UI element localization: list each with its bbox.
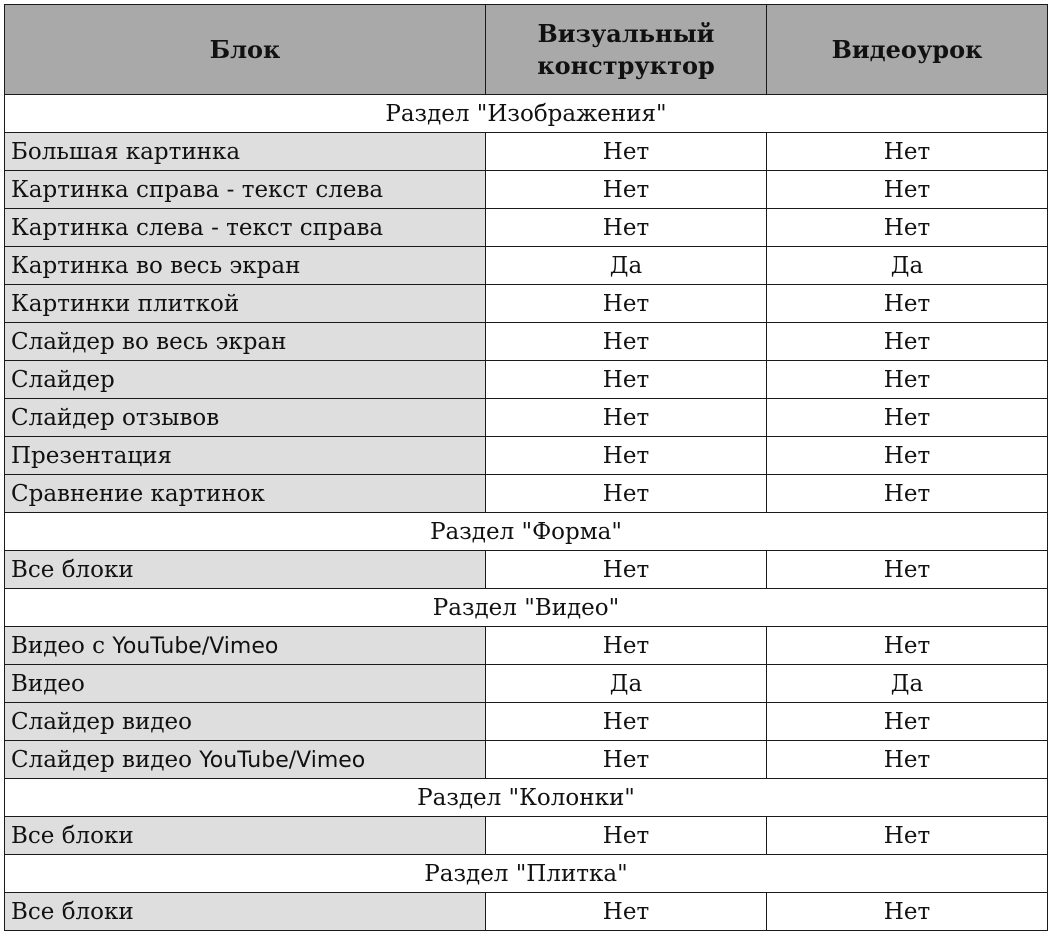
video-lesson-value: Да — [767, 247, 1048, 285]
section-header-row — [5, 589, 1048, 627]
table-row — [5, 361, 1048, 399]
video-lesson-value: Нет — [767, 399, 1048, 437]
video-lesson-value: Нет — [767, 285, 1048, 323]
visual-constructor-value: Нет — [486, 817, 767, 855]
table-row — [5, 627, 1048, 665]
visual-constructor-value: Да — [486, 247, 767, 285]
block-name-cell: Слайдер во весь экран — [5, 323, 486, 361]
video-lesson-value: Нет — [767, 627, 1048, 665]
visual-constructor-value: Нет — [486, 551, 767, 589]
block-name-cell: Слайдер отзывов — [5, 399, 486, 437]
visual-constructor-value: Нет — [486, 361, 767, 399]
visual-constructor-value: Нет — [486, 741, 767, 779]
block-name-cell: Картинки плиткой — [5, 285, 486, 323]
header-video-lesson: Видеоурок — [767, 5, 1048, 95]
section-header-row — [5, 95, 1048, 133]
table-row — [5, 817, 1048, 855]
table-row — [5, 209, 1048, 247]
video-lesson-value: Нет — [767, 817, 1048, 855]
block-name-cell: Все блоки — [5, 551, 486, 589]
section-title: Раздел "Колонки" — [5, 779, 1048, 817]
video-lesson-value: Нет — [767, 133, 1048, 171]
block-name-cell: Сравнение картинок — [5, 475, 486, 513]
visual-constructor-value: Нет — [486, 703, 767, 741]
block-name-cell: Картинка справа - текст слева — [5, 171, 486, 209]
section-title: Раздел "Видео" — [5, 589, 1048, 627]
table-row — [5, 741, 1048, 779]
section-title: Раздел "Форма" — [5, 513, 1048, 551]
block-name-cell: Видео — [5, 665, 486, 703]
table-row — [5, 551, 1048, 589]
table-row — [5, 437, 1048, 475]
section-header-row — [5, 513, 1048, 551]
video-lesson-value: Нет — [767, 703, 1048, 741]
section-header-row — [5, 779, 1048, 817]
block-name-platform: YouTube/Vimeo — [199, 747, 366, 773]
block-name-cell — [5, 741, 486, 779]
table-row — [5, 893, 1048, 931]
block-name-cell: Все блоки — [5, 893, 486, 931]
visual-constructor-value: Нет — [486, 475, 767, 513]
table-row — [5, 133, 1048, 171]
comparison-table-wrapper — [4, 4, 1047, 931]
table-row — [5, 323, 1048, 361]
video-lesson-value: Нет — [767, 323, 1048, 361]
section-header-row — [5, 855, 1048, 893]
section-title: Раздел "Изображения" — [5, 95, 1048, 133]
table-header — [5, 5, 1048, 95]
visual-constructor-value: Нет — [486, 209, 767, 247]
comparison-table — [4, 4, 1048, 931]
header-block: Блок — [5, 5, 486, 95]
visual-constructor-value: Нет — [486, 133, 767, 171]
block-name-prefix: Видео с — [11, 632, 113, 659]
visual-constructor-value: Нет — [486, 399, 767, 437]
video-lesson-value: Нет — [767, 361, 1048, 399]
header-visual-constructor: Визуальный конструктор — [486, 5, 767, 95]
block-name-cell: Картинка слева - текст справа — [5, 209, 486, 247]
table-row — [5, 475, 1048, 513]
table-row — [5, 399, 1048, 437]
video-lesson-value: Нет — [767, 475, 1048, 513]
video-lesson-value: Нет — [767, 171, 1048, 209]
visual-constructor-value: Нет — [486, 171, 767, 209]
visual-constructor-value: Да — [486, 665, 767, 703]
table-row — [5, 247, 1048, 285]
video-lesson-value: Нет — [767, 893, 1048, 931]
visual-constructor-value: Нет — [486, 437, 767, 475]
visual-constructor-value: Нет — [486, 893, 767, 931]
block-name-cell: Слайдер — [5, 361, 486, 399]
table-row — [5, 665, 1048, 703]
block-name-prefix: Слайдер видео — [11, 746, 200, 773]
visual-constructor-value: Нет — [486, 627, 767, 665]
video-lesson-value: Нет — [767, 437, 1048, 475]
visual-constructor-value: Нет — [486, 285, 767, 323]
section-title: Раздел "Плитка" — [5, 855, 1048, 893]
block-name-cell: Большая картинка — [5, 133, 486, 171]
block-name-cell: Все блоки — [5, 817, 486, 855]
video-lesson-value: Нет — [767, 209, 1048, 247]
table-body — [5, 95, 1048, 931]
video-lesson-value: Нет — [767, 551, 1048, 589]
block-name-platform: YouTube/Vimeo — [112, 633, 279, 659]
block-name-cell — [5, 627, 486, 665]
video-lesson-value: Нет — [767, 741, 1048, 779]
visual-constructor-value: Нет — [486, 323, 767, 361]
table-row — [5, 285, 1048, 323]
block-name-cell: Слайдер видео — [5, 703, 486, 741]
block-name-cell: Картинка во весь экран — [5, 247, 486, 285]
table-row — [5, 171, 1048, 209]
block-name-cell: Презентация — [5, 437, 486, 475]
table-row — [5, 703, 1048, 741]
video-lesson-value: Да — [767, 665, 1048, 703]
